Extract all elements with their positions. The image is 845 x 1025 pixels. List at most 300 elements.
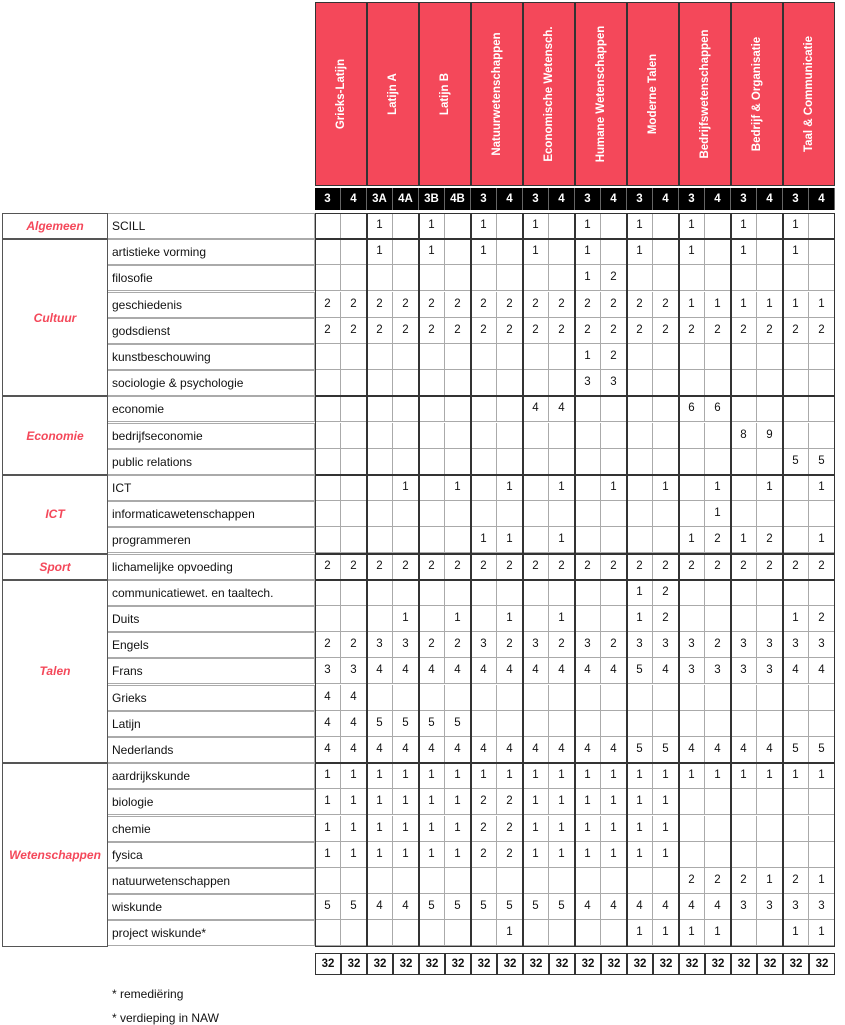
hours-cell: 3 xyxy=(809,894,835,920)
hours-cell: 1 xyxy=(419,213,445,239)
hours-cell xyxy=(653,501,679,527)
hours-cell xyxy=(601,868,627,894)
subject-name: kunstbeschouwing xyxy=(108,344,315,370)
hours-cell xyxy=(809,423,835,449)
hours-cell xyxy=(601,423,627,449)
hours-cell: 2 xyxy=(445,554,471,580)
hours-cell: 2 xyxy=(497,842,523,868)
hours-cell xyxy=(575,449,601,475)
hours-cell: 1 xyxy=(627,606,653,632)
hours-cell xyxy=(679,816,705,842)
hours-cell xyxy=(575,475,601,501)
hours-cell: 1 xyxy=(419,763,445,789)
hours-cell xyxy=(809,816,835,842)
hours-cell: 1 xyxy=(575,842,601,868)
subject-name: SCILL xyxy=(108,213,315,239)
hours-cell: 2 xyxy=(575,554,601,580)
hours-cell: 1 xyxy=(809,527,835,553)
hours-cell: 1 xyxy=(679,763,705,789)
hours-cell xyxy=(601,501,627,527)
hours-cell: 2 xyxy=(497,632,523,658)
hours-cell xyxy=(471,370,497,396)
hours-cell xyxy=(627,685,653,711)
hours-cell xyxy=(471,396,497,422)
hours-cell: 3 xyxy=(705,658,731,684)
hours-cell: 1 xyxy=(315,763,341,789)
hours-cell xyxy=(523,423,549,449)
hours-cell xyxy=(627,501,653,527)
hours-cell xyxy=(315,449,341,475)
hours-cell xyxy=(731,396,757,422)
hours-cell xyxy=(393,685,419,711)
hours-cell: 3 xyxy=(315,658,341,684)
hours-cell xyxy=(705,344,731,370)
hours-cell xyxy=(523,265,549,291)
hours-cell xyxy=(497,396,523,422)
hours-cell xyxy=(783,265,809,291)
year-label: 3 xyxy=(471,188,497,210)
track-name: Latijn B xyxy=(439,72,451,116)
hours-cell: 2 xyxy=(393,292,419,318)
hours-cell xyxy=(497,711,523,737)
hours-cell: 1 xyxy=(419,842,445,868)
hours-cell xyxy=(497,580,523,606)
hours-cell xyxy=(523,685,549,711)
hours-cell xyxy=(367,423,393,449)
hours-cell xyxy=(445,396,471,422)
hours-cell: 5 xyxy=(549,894,575,920)
hours-cell: 1 xyxy=(627,842,653,868)
hours-cell xyxy=(705,842,731,868)
hours-cell: 1 xyxy=(523,763,549,789)
hours-cell: 1 xyxy=(757,292,783,318)
hours-cell: 2 xyxy=(523,292,549,318)
hours-cell xyxy=(315,370,341,396)
hours-cell: 4 xyxy=(419,658,445,684)
hours-cell: 4 xyxy=(367,894,393,920)
hours-cell xyxy=(783,816,809,842)
hours-cell xyxy=(575,527,601,553)
hours-cell xyxy=(705,265,731,291)
hours-cell: 2 xyxy=(497,554,523,580)
year-label: 4 xyxy=(549,188,575,210)
hours-cell: 1 xyxy=(393,789,419,815)
hours-cell: 5 xyxy=(809,449,835,475)
hours-cell: 1 xyxy=(549,816,575,842)
hours-cell xyxy=(783,789,809,815)
hours-cell xyxy=(653,265,679,291)
hours-cell: 2 xyxy=(627,318,653,344)
hours-cell: 4 xyxy=(471,737,497,763)
hours-cell: 1 xyxy=(731,527,757,553)
hours-cell: 1 xyxy=(757,475,783,501)
track-name: Latijn A xyxy=(387,73,399,115)
hours-cell xyxy=(549,239,575,265)
hours-cell: 5 xyxy=(523,894,549,920)
hours-cell xyxy=(601,685,627,711)
track-header xyxy=(783,2,835,186)
hours-cell xyxy=(445,213,471,239)
hours-cell xyxy=(653,239,679,265)
hours-cell xyxy=(315,868,341,894)
hours-cell: 2 xyxy=(679,868,705,894)
hours-cell xyxy=(549,868,575,894)
year-label: 3 xyxy=(679,188,705,210)
hours-cell xyxy=(705,711,731,737)
hours-cell: 2 xyxy=(601,318,627,344)
hours-cell: 4 xyxy=(731,737,757,763)
hours-cell xyxy=(679,370,705,396)
hours-cell: 1 xyxy=(497,606,523,632)
hours-cell: 1 xyxy=(497,475,523,501)
hours-cell: 2 xyxy=(575,292,601,318)
hours-cell xyxy=(497,423,523,449)
category-label: Wetenschappen xyxy=(2,763,108,946)
hours-cell: 3 xyxy=(575,370,601,396)
hours-cell: 2 xyxy=(445,632,471,658)
hours-cell: 4 xyxy=(575,894,601,920)
hours-cell: 1 xyxy=(705,763,731,789)
hours-cell xyxy=(315,265,341,291)
hours-cell xyxy=(809,344,835,370)
hours-cell xyxy=(341,370,367,396)
year-label: 4 xyxy=(341,188,367,210)
hours-cell xyxy=(705,423,731,449)
track-header xyxy=(679,2,731,186)
hours-cell xyxy=(601,580,627,606)
total-cell: 32 xyxy=(575,953,601,975)
hours-cell xyxy=(679,501,705,527)
hours-cell xyxy=(575,685,601,711)
hours-cell xyxy=(575,868,601,894)
subject-name: programmeren xyxy=(108,527,315,553)
hours-cell xyxy=(471,868,497,894)
hours-cell: 2 xyxy=(679,554,705,580)
total-cell: 32 xyxy=(341,953,367,975)
hours-cell: 2 xyxy=(627,554,653,580)
subject-name: Grieks xyxy=(108,685,315,711)
subject-name: bedrijfseconomie xyxy=(108,423,315,449)
hours-cell: 2 xyxy=(627,292,653,318)
hours-cell: 1 xyxy=(653,763,679,789)
hours-cell xyxy=(315,501,341,527)
hours-cell: 1 xyxy=(315,842,341,868)
total-cell: 32 xyxy=(419,953,445,975)
hours-cell xyxy=(341,423,367,449)
hours-cell xyxy=(679,475,705,501)
track-name: Taal & Communicatie xyxy=(803,35,815,153)
hours-cell: 1 xyxy=(783,292,809,318)
hours-cell xyxy=(705,449,731,475)
hours-cell xyxy=(783,370,809,396)
hours-cell xyxy=(445,265,471,291)
hours-cell xyxy=(627,396,653,422)
hours-cell xyxy=(705,685,731,711)
hours-cell xyxy=(679,606,705,632)
hours-cell: 1 xyxy=(809,292,835,318)
hours-cell: 3 xyxy=(471,632,497,658)
hours-cell: 2 xyxy=(367,554,393,580)
hours-cell: 3 xyxy=(783,894,809,920)
hours-cell xyxy=(315,475,341,501)
hours-cell xyxy=(315,527,341,553)
hours-cell: 1 xyxy=(601,816,627,842)
hours-cell: 1 xyxy=(601,842,627,868)
hours-cell xyxy=(523,501,549,527)
hours-cell: 1 xyxy=(575,213,601,239)
hours-cell: 2 xyxy=(809,318,835,344)
year-label: 4 xyxy=(705,188,731,210)
hours-cell: 5 xyxy=(627,658,653,684)
hours-cell: 2 xyxy=(419,632,445,658)
hours-cell: 5 xyxy=(627,737,653,763)
hours-cell xyxy=(315,239,341,265)
hours-cell: 2 xyxy=(471,318,497,344)
hours-cell: 1 xyxy=(419,816,445,842)
track-header xyxy=(627,2,679,186)
total-cell: 32 xyxy=(783,953,809,975)
hours-cell: 1 xyxy=(523,842,549,868)
total-cell: 32 xyxy=(315,953,341,975)
hours-cell xyxy=(627,475,653,501)
hours-cell xyxy=(731,816,757,842)
hours-cell xyxy=(445,370,471,396)
hours-cell: 8 xyxy=(731,423,757,449)
hours-cell: 1 xyxy=(367,213,393,239)
hours-cell: 4 xyxy=(549,658,575,684)
year-label: 4 xyxy=(653,188,679,210)
hours-cell: 2 xyxy=(601,632,627,658)
hours-cell: 1 xyxy=(575,344,601,370)
hours-cell: 1 xyxy=(575,789,601,815)
hours-cell: 4 xyxy=(601,894,627,920)
hours-cell xyxy=(705,606,731,632)
hours-cell: 2 xyxy=(653,292,679,318)
hours-cell: 4 xyxy=(393,894,419,920)
hours-cell: 2 xyxy=(653,580,679,606)
hours-cell xyxy=(653,370,679,396)
hours-cell xyxy=(575,606,601,632)
hours-cell xyxy=(497,685,523,711)
hours-cell: 4 xyxy=(367,658,393,684)
hours-cell: 1 xyxy=(627,580,653,606)
subject-name: aardrijkskunde xyxy=(108,763,315,789)
hours-cell xyxy=(497,239,523,265)
hours-cell: 1 xyxy=(367,763,393,789)
hours-cell: 4 xyxy=(419,737,445,763)
hours-cell: 4 xyxy=(679,894,705,920)
hours-cell xyxy=(757,370,783,396)
hours-cell: 2 xyxy=(445,318,471,344)
hours-cell xyxy=(471,344,497,370)
subject-name: chemie xyxy=(108,816,315,842)
hours-cell xyxy=(809,396,835,422)
hours-cell: 4 xyxy=(601,737,627,763)
hours-cell xyxy=(393,449,419,475)
hours-cell: 4 xyxy=(809,658,835,684)
hours-cell: 1 xyxy=(367,789,393,815)
hours-cell: 3 xyxy=(653,632,679,658)
track-header xyxy=(419,2,471,186)
hours-cell xyxy=(419,423,445,449)
hours-cell xyxy=(549,213,575,239)
hours-cell xyxy=(471,711,497,737)
track-header xyxy=(575,2,627,186)
total-cell: 32 xyxy=(679,953,705,975)
hours-cell xyxy=(653,213,679,239)
hours-cell: 3 xyxy=(809,632,835,658)
hours-cell xyxy=(367,920,393,946)
hours-cell: 5 xyxy=(783,449,809,475)
hours-cell xyxy=(627,265,653,291)
hours-cell: 1 xyxy=(549,842,575,868)
hours-cell xyxy=(601,449,627,475)
hours-cell xyxy=(679,711,705,737)
hours-cell: 4 xyxy=(523,658,549,684)
hours-cell: 5 xyxy=(653,737,679,763)
hours-cell xyxy=(419,344,445,370)
hours-cell xyxy=(497,868,523,894)
hours-cell: 1 xyxy=(809,475,835,501)
hours-cell xyxy=(783,475,809,501)
total-cell: 32 xyxy=(757,953,783,975)
year-label: 4 xyxy=(601,188,627,210)
hours-cell: 1 xyxy=(757,763,783,789)
hours-cell: 4 xyxy=(341,737,367,763)
hours-cell: 4 xyxy=(549,396,575,422)
subject-name: sociologie & psychologie xyxy=(108,370,315,396)
hours-cell: 1 xyxy=(523,789,549,815)
hours-cell xyxy=(809,685,835,711)
hours-cell xyxy=(731,580,757,606)
hours-cell: 1 xyxy=(523,239,549,265)
total-cell: 32 xyxy=(731,953,757,975)
hours-cell: 3 xyxy=(731,658,757,684)
hours-cell: 4 xyxy=(679,737,705,763)
hours-cell: 4 xyxy=(549,737,575,763)
track-header xyxy=(731,2,783,186)
hours-cell xyxy=(575,396,601,422)
hours-cell xyxy=(367,527,393,553)
subject-name: wiskunde xyxy=(108,894,315,920)
hours-cell: 2 xyxy=(601,265,627,291)
hours-cell: 2 xyxy=(653,318,679,344)
hours-cell xyxy=(549,449,575,475)
hours-cell: 2 xyxy=(341,632,367,658)
hours-cell: 2 xyxy=(393,554,419,580)
hours-cell xyxy=(783,501,809,527)
hours-cell: 3 xyxy=(783,632,809,658)
hours-cell: 2 xyxy=(549,632,575,658)
hours-cell: 2 xyxy=(315,632,341,658)
hours-cell xyxy=(393,239,419,265)
hours-cell xyxy=(757,842,783,868)
track-header xyxy=(367,2,419,186)
hours-cell xyxy=(731,344,757,370)
hours-cell xyxy=(445,868,471,894)
hours-cell: 1 xyxy=(627,789,653,815)
hours-cell: 5 xyxy=(393,711,419,737)
hours-cell xyxy=(419,396,445,422)
total-cell: 32 xyxy=(653,953,679,975)
hours-cell: 1 xyxy=(367,842,393,868)
hours-cell: 2 xyxy=(419,318,445,344)
hours-cell: 4 xyxy=(341,685,367,711)
hours-cell: 2 xyxy=(757,554,783,580)
hours-cell: 2 xyxy=(705,632,731,658)
hours-cell xyxy=(445,580,471,606)
hours-cell: 1 xyxy=(809,920,835,946)
year-label: 4A xyxy=(393,188,419,210)
hours-cell: 3 xyxy=(679,658,705,684)
hours-cell xyxy=(367,449,393,475)
hours-cell: 1 xyxy=(497,527,523,553)
hours-cell xyxy=(679,580,705,606)
hours-cell: 1 xyxy=(601,789,627,815)
hours-cell xyxy=(809,213,835,239)
hours-cell xyxy=(471,501,497,527)
hours-cell xyxy=(653,344,679,370)
total-cell: 32 xyxy=(445,953,471,975)
hours-cell xyxy=(367,344,393,370)
hours-cell: 2 xyxy=(367,292,393,318)
hours-cell: 2 xyxy=(341,292,367,318)
hours-cell: 4 xyxy=(523,396,549,422)
hours-cell: 1 xyxy=(783,239,809,265)
hours-cell: 5 xyxy=(419,711,445,737)
hours-cell xyxy=(523,868,549,894)
hours-cell: 5 xyxy=(315,894,341,920)
hours-cell: 2 xyxy=(809,554,835,580)
hours-cell xyxy=(575,580,601,606)
hours-cell: 4 xyxy=(705,894,731,920)
hours-cell xyxy=(523,475,549,501)
hours-cell xyxy=(549,580,575,606)
year-label: 3A xyxy=(367,188,393,210)
hours-cell: 5 xyxy=(783,737,809,763)
hours-cell xyxy=(627,370,653,396)
hours-cell xyxy=(809,711,835,737)
hours-cell xyxy=(341,868,367,894)
track-name: Bedrijf & Organisatie xyxy=(751,36,763,152)
subject-name: informaticawetenschappen xyxy=(108,501,315,527)
hours-cell xyxy=(341,475,367,501)
hours-cell: 1 xyxy=(393,816,419,842)
track-header xyxy=(315,2,367,186)
hours-cell: 4 xyxy=(445,658,471,684)
hours-cell: 2 xyxy=(497,816,523,842)
hours-cell: 1 xyxy=(575,763,601,789)
hours-cell xyxy=(549,711,575,737)
hours-cell: 4 xyxy=(601,658,627,684)
hours-cell: 2 xyxy=(549,554,575,580)
hours-cell xyxy=(341,239,367,265)
hours-cell xyxy=(471,265,497,291)
hours-cell xyxy=(393,213,419,239)
hours-cell: 1 xyxy=(445,475,471,501)
subject-name: artistieke vorming xyxy=(108,239,315,265)
hours-cell xyxy=(523,920,549,946)
hours-cell xyxy=(523,370,549,396)
hours-cell: 1 xyxy=(497,920,523,946)
hours-cell: 3 xyxy=(575,632,601,658)
hours-cell: 2 xyxy=(315,292,341,318)
hours-cell: 1 xyxy=(367,816,393,842)
hours-cell: 2 xyxy=(341,554,367,580)
subject-name: project wiskunde* xyxy=(108,920,315,946)
hours-cell: 1 xyxy=(341,842,367,868)
hours-cell: 2 xyxy=(731,318,757,344)
